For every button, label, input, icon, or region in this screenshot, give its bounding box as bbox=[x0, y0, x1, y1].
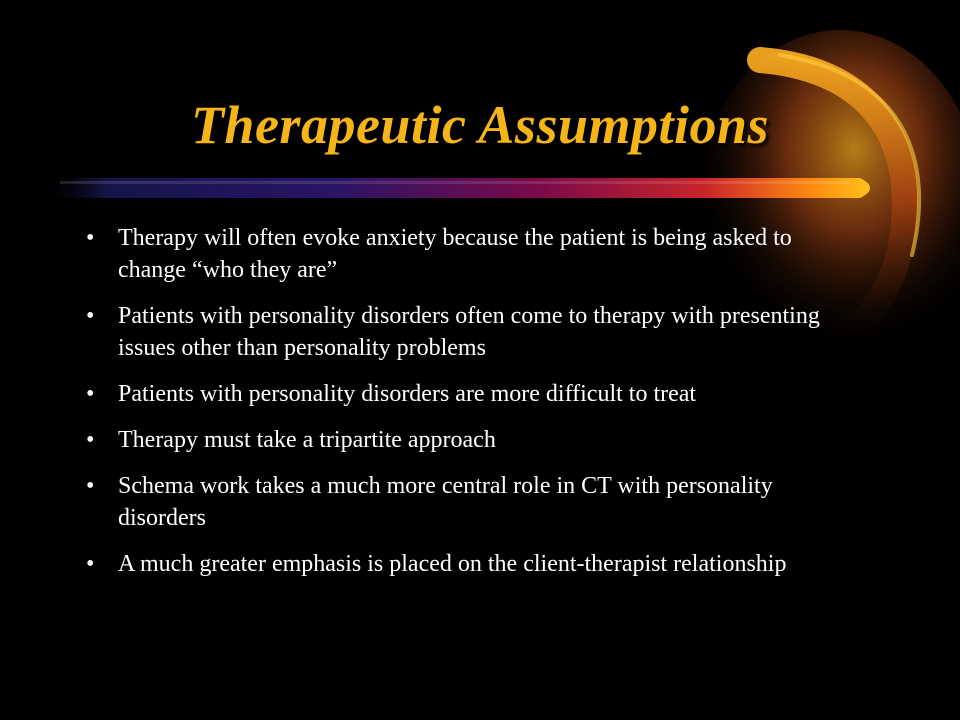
bullet-marker: • bbox=[86, 381, 95, 407]
list-item bbox=[82, 222, 862, 286]
bullet-text: Patients with personality disorders often come to therapy with presenting issues other than personality problems bbox=[118, 303, 820, 361]
list-item bbox=[82, 378, 862, 410]
bullet-marker: • bbox=[86, 473, 95, 499]
bullet-text: Patients with personality disorders are more difficult to treat bbox=[118, 381, 697, 407]
slide-title: Therapeutic Assumptions bbox=[190, 95, 770, 155]
bullet-list bbox=[82, 222, 862, 594]
bullet-marker: • bbox=[86, 427, 95, 453]
list-item bbox=[82, 424, 862, 456]
list-item bbox=[82, 548, 862, 580]
bullet-text: Therapy must take a tripartite approach bbox=[118, 427, 496, 453]
bullet-marker: • bbox=[86, 225, 95, 251]
list-item bbox=[82, 470, 862, 534]
list-item bbox=[82, 300, 862, 364]
bullet-text: Therapy will often evoke anxiety because the patient is being asked to change “who they are” bbox=[118, 225, 792, 283]
bullet-text: A much greater emphasis is placed on the client-therapist relationship bbox=[118, 551, 787, 577]
bullet-marker: • bbox=[86, 551, 95, 577]
bullet-text: Schema work takes a much more central role in CT with personality disorders bbox=[118, 473, 773, 531]
bullet-marker: • bbox=[86, 303, 95, 329]
